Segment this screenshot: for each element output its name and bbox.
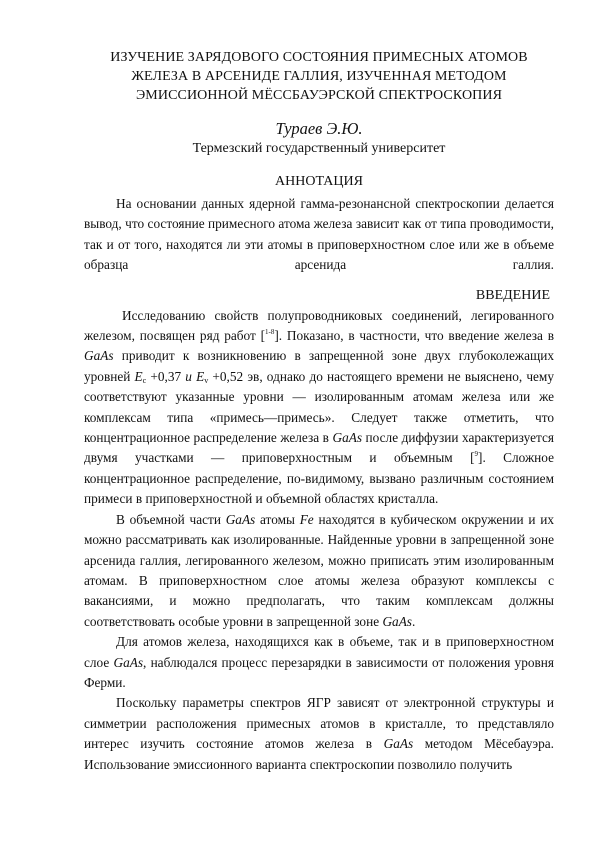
citation-ref: 9 <box>474 450 479 459</box>
affiliation: Термезский государственный университет <box>192 141 446 156</box>
author-name: Тураев Э.Ю. <box>275 119 363 138</box>
abstract-text: На основании данных ядерной гамма-резонансной спектроскопии делается вывод, что состояние примесного атома железа зависит как от типа проводимости, так и от того, находятся ли эти атомы в приповерхностном слое или же в объеме образца арсенида галлия. <box>84 196 554 273</box>
introduction-heading: ВВЕДЕНИЕ <box>475 287 550 303</box>
paper-title <box>84 48 554 105</box>
citation-ref: 1-8 <box>265 328 275 337</box>
intro-paragraph-2: В объемной части GaAs атомы Fe находятся в кубическом окружении и их можно рассматривать как изолированные. Найденные уровни в запрещенной зоне арсенида галлия, легированного железом, можно приписать этим изолированным атомам. В приповерхностном слое атомы железа образуют комплексы с вакансиями, и можно предполагать, что таким комплексам должны соответствовать особые уровни в запрещенной зоне GaAs. <box>84 511 555 629</box>
title-line: ИЗУЧЕНИЕ ЗАРЯДОВОГО СОСТОЯНИЯ ПРИМЕСНЫХ АТОМОВ <box>110 50 528 65</box>
intro-paragraph-4: Поскольку параметры спектров ЯГР зависят от электронной структуры и симметрии расположения примесных атомов в кристалле, то представляло интерес изучить состояние атомов железа в GaAs методом Мёсебауэра. Использование эмиссионного варианта спектроскопии позволило получить <box>84 695 554 772</box>
intro-paragraph-1: Исследованию свойств полупроводниковых соединений, легированного железом, посвящен ряд работ [$^{1-8}$]. Показано, в частности, что введение железа в GaAs приводит к возникновению в запрещенной зоне двух глубоколежащих уровней $E_c +0,37$ и $E_v +0,52$ эв, однако до настоящего времени не выяснено, чему соответствуют указанные уровни — изолированным атомам железа или же комплексам типа «примесь—примесь». Следует также отметить, что концентрационное распределение железа в GaAs после диффузии характеризуется двумя участками — приповерхностным и объемным [$^9$]. Сложное концентрационное распределение, по-видимому, вызвано различным состоянием примеси в приповерхностной и объемной областях кристалла. <box>84 307 555 507</box>
abstract-heading: АННОТАЦИЯ <box>275 174 363 189</box>
title-line: ЖЕЛЕЗА В АРСЕНИДЕ ГАЛЛИЯ, ИЗУЧЕННАЯ МЕТОДОМ <box>131 69 507 84</box>
intro-paragraph-3: Для атомов железа, находящихся как в объеме, так и в приповерхностном слое GaAs, наблюдался процесс перезарядки в зависимости от положения уровня Ферми. <box>84 634 554 690</box>
title-line: ЭМИССИОННОЙ МЁССБАУЭРСКОЙ СПЕКТРОСКОПИЯ <box>135 88 503 103</box>
